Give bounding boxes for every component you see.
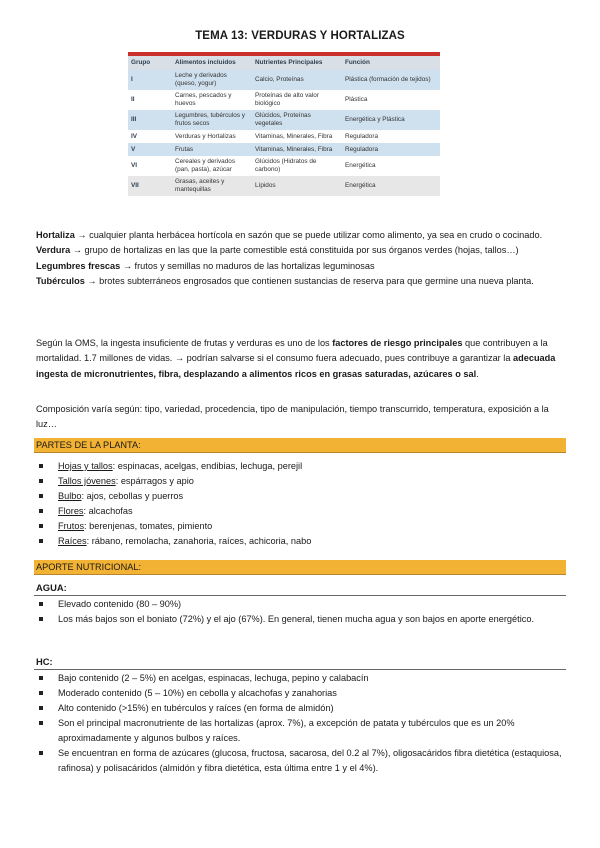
definition-term: Tubérculos: [36, 276, 85, 287]
list-item: [34, 612, 566, 627]
list-item: [34, 504, 566, 519]
list-item-text: Se encuentran en forma de azúcares (glucosa, fructosa, sacarosa, del 0.2 al 7%), oligosacáridos fibra dietética (estaquiosa, rafinosa) y polisacáridos (almidón y fibra dietética, esta última entre 1 y el 4%).: [58, 748, 562, 773]
list-item-text: Elevado contenido (80 – 90%): [58, 599, 182, 609]
list-item: [34, 459, 566, 474]
table-header-cell: Nutrientes Principales: [252, 56, 342, 70]
table-row: [128, 110, 440, 130]
table-header-row: [128, 56, 440, 70]
bullet-icon: [39, 691, 43, 695]
table-cell-function: Plástica: [342, 90, 440, 110]
list-item-text: : ajos, cebollas y puerros: [81, 491, 184, 501]
list-item-label: Flores: [58, 506, 84, 516]
table-row: [128, 156, 440, 176]
definitions: [36, 228, 566, 290]
oms-text: Según la OMS, la ingesta insuficiente de frutas y verduras es uno de los: [36, 338, 333, 348]
table-cell-foods: Frutas: [172, 143, 252, 156]
table-row: [128, 70, 440, 90]
table-cell-function: Plástica (formación de tejidos): [342, 70, 440, 90]
bullet-icon: [39, 676, 43, 680]
food-groups-table: [128, 52, 440, 196]
table-cell-function: Energética y Plástica: [342, 110, 440, 130]
table-cell-foods: Legumbres, tubérculos y frutos secos: [172, 110, 252, 130]
bullet-icon: [39, 479, 43, 483]
list-item: [34, 489, 566, 504]
list-item-text: Alto contenido (>15%) en tubérculos y raíces (en forma de almidón): [58, 703, 334, 713]
table-cell-function: Energética: [342, 176, 440, 196]
table-cell-foods: Grasas, aceites y mantequillas: [172, 176, 252, 196]
table-row: [128, 143, 440, 156]
list-item-text: Moderado contenido (5 – 10%) en cebolla y alcachofas y zanahorias: [58, 688, 337, 698]
composicion-paragraph: Composición varía según: tipo, variedad, procedencia, tipo de manipulación, tiempo transcurrido, temperatura, exposición a la luz…: [36, 404, 549, 430]
definition-term: Hortaliza: [36, 230, 75, 240]
list-item-text: Los más bajos son el boniato (72%) y el ajo (67%). En general, tienen mucha agua y son bajos en aporte energético.: [58, 614, 535, 624]
list-item-text: Son el principal macronutriente de las hortalizas (aprox. 7%), a excepción de patata y tubérculos que es un 20% aproximadamente y algunos bulbos y raíces.: [58, 718, 515, 743]
list-item: [34, 746, 566, 776]
table-cell-function: Energética: [342, 156, 440, 176]
table-cell-nutrients: Glúcidos (Hidratos de carbono): [252, 156, 342, 176]
table-cell-group: V: [128, 143, 172, 156]
table-cell-foods: Verduras y Hortalizas: [172, 130, 252, 143]
oms-text: .: [476, 368, 479, 379]
bullet-icon: [39, 751, 43, 755]
partes-list: [34, 459, 566, 549]
section-heading-aporte: APORTE NUTRICIONAL:: [34, 560, 566, 575]
list-item-text: : espárragos y apio: [115, 476, 194, 486]
table-cell-group: IV: [128, 130, 172, 143]
bullet-icon: [39, 509, 43, 513]
list-item: [34, 686, 566, 701]
table-cell-foods: Carnes, pescados y huevos: [172, 90, 252, 110]
table-header-cell: Alimentos incluidos: [172, 56, 252, 70]
table-cell-group: VII: [128, 176, 172, 196]
table-row: [128, 90, 440, 110]
divider: [34, 595, 566, 596]
list-item: [34, 701, 566, 716]
bullet-icon: [39, 617, 43, 621]
bullet-icon: [39, 602, 43, 606]
list-item: [34, 597, 566, 612]
list-item-label: Bulbo: [58, 491, 82, 501]
list-item: [34, 671, 566, 686]
definition-verdura: [36, 243, 566, 258]
table-cell-group: VI: [128, 156, 172, 176]
list-item-label: Hojas y tallos: [58, 461, 113, 471]
definition-tuberculos: [36, 274, 566, 289]
definition-text: → brotes subterráneos engrosados que contienen sustancias de reserva para que germine una nueva planta.: [84, 276, 534, 287]
table-cell-nutrients: Proteínas de alto valor biológico: [252, 90, 342, 110]
table-cell-nutrients: Glúcidos, Proteínas vegetales: [252, 110, 342, 130]
list-item: [34, 519, 566, 534]
definition-term: Legumbres frescas: [36, 260, 121, 271]
subheading-hc: HC:: [36, 656, 53, 667]
bullet-icon: [39, 721, 43, 725]
table-cell-nutrients: Calcio, Proteínas: [252, 70, 342, 90]
table-cell-group: III: [128, 110, 172, 130]
section-heading-partes: PARTES DE LA PLANTA:: [34, 438, 566, 453]
bullet-icon: [39, 706, 43, 710]
table-cell-function: Reguladora: [342, 130, 440, 143]
list-item-text: : alcachofas: [83, 506, 133, 516]
list-item-label: Tallos jóvenes: [58, 476, 116, 486]
bullet-icon: [39, 464, 43, 468]
list-item-text: : espinacas, acelgas, endibias, lechuga, perejil: [112, 461, 303, 471]
table-cell-group: II: [128, 90, 172, 110]
table-cell-foods: Leche y derivados (queso, yogur): [172, 70, 252, 90]
list-item-label: Frutos: [58, 521, 85, 531]
oms-bold-text: factores de riesgo principales: [332, 338, 463, 348]
subheading-agua: AGUA:: [36, 582, 67, 593]
list-item: [34, 474, 566, 489]
definition-hortaliza: [36, 228, 566, 243]
bullet-icon: [39, 494, 43, 498]
definition-text: → cualquier planta herbácea hortícola en sazón que se puede utilizar como alimento, ya sea en crudo o cocinado.: [74, 230, 543, 240]
page-title: TEMA 13: VERDURAS Y HORTALIZAS: [195, 30, 405, 42]
divider: [34, 669, 566, 670]
definition-term: Verdura: [36, 245, 71, 256]
list-item-text: : berenjenas, tomates, pimiento: [84, 521, 213, 531]
table-cell-nutrients: Vitaminas, Minerales, Fibra: [252, 143, 342, 156]
table-header-cell: Función: [342, 56, 440, 70]
table-cell-nutrients: Lípidos: [252, 176, 342, 196]
table-cell-function: Reguladora: [342, 143, 440, 156]
oms-bold-text: adecuada ingesta de micronutrientes, fibra, desplazando a alimentos ricos en grasas saturadas, azúcares o sal: [36, 353, 556, 379]
list-item-text: : rábano, remolacha, zanahoria, raíces, achicoria, nabo: [86, 536, 312, 546]
table-header-cell: Grupo: [128, 56, 172, 70]
list-item-label: Raíces: [58, 536, 87, 546]
list-item-text: Bajo contenido (2 – 5%) en acelgas, espinacas, lechuga, pepino y calabacín: [58, 673, 369, 683]
list-item: [34, 716, 566, 746]
oms-paragraph: [36, 336, 566, 382]
agua-list: [34, 597, 566, 627]
list-item: [34, 534, 566, 549]
definition-text: → frutos y semillas no maduros de las hortalizas leguminosas: [120, 260, 375, 271]
oms-text: que contribuyen a la mortalidad. 1.7 millones de vidas. → podrían salvarse si el consumo fuera adecuado, pues contribuye a garantizar la: [36, 338, 548, 364]
definition-text: → grupo de hortalizas en las que la parte comestible está constituida por sus órganos verdes (hojas, tallos…): [70, 245, 519, 256]
table-cell-foods: Cereales y derivados (pan, pasta), azúcar: [172, 156, 252, 176]
definition-legumbres: [36, 259, 566, 274]
hc-list: [34, 671, 566, 776]
table-row: [128, 176, 440, 196]
table-cell-nutrients: Vitaminas, Minerales, Fibra: [252, 130, 342, 143]
bullet-icon: [39, 524, 43, 528]
bullet-icon: [39, 539, 43, 543]
table-row: [128, 130, 440, 143]
table-cell-group: I: [128, 70, 172, 90]
